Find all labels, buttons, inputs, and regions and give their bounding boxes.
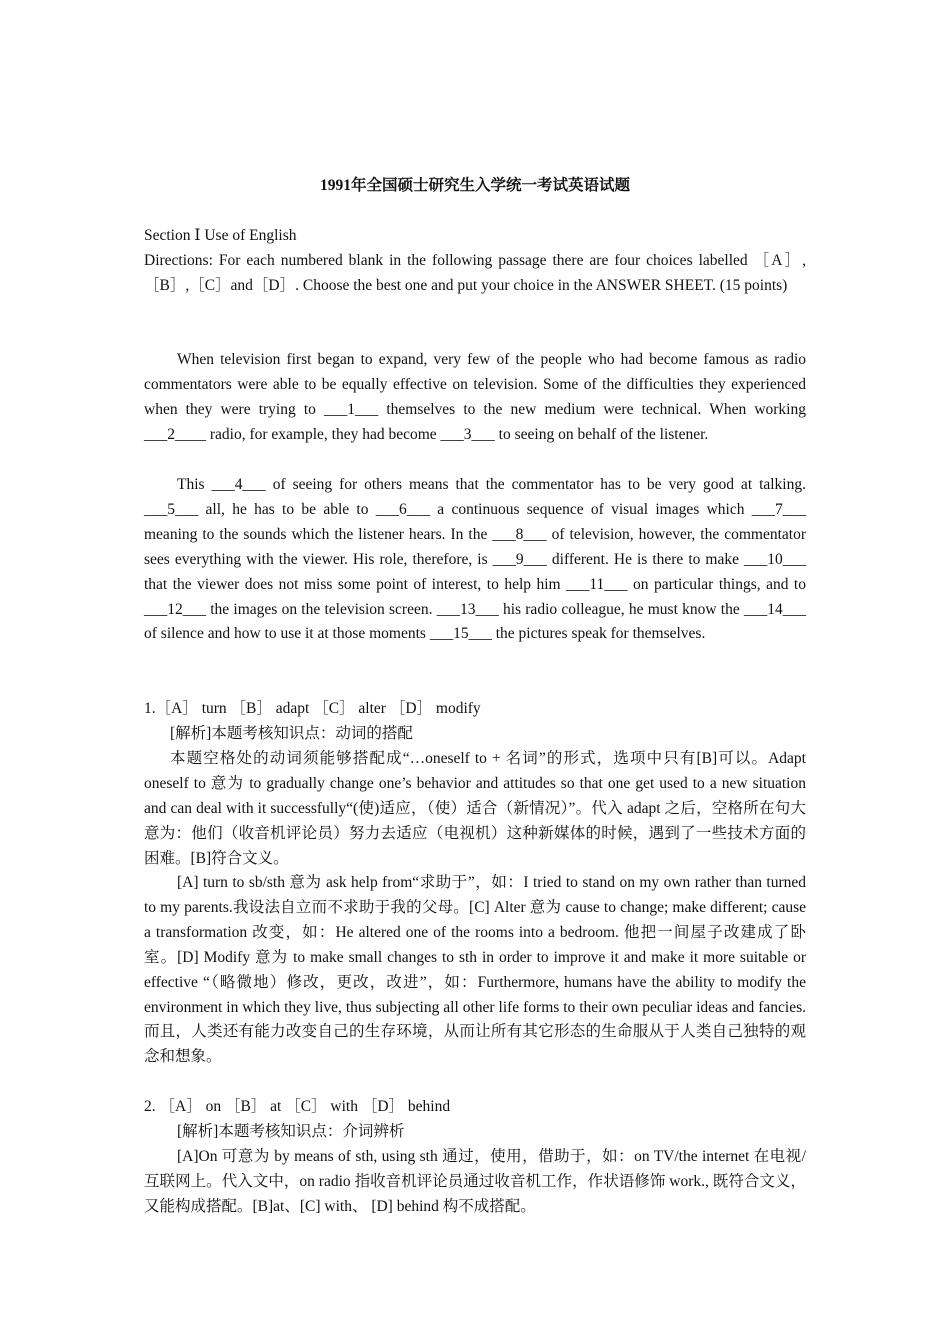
- passage-paragraph-1: When television first began to expand, very few of the people who had become famous as radio commentators were able to be equally effective on television. Some of the difficulties they experienced when they were trying to ___1___ themselves to the new medium were technical. When working ___2____ radio, for example, they had become ___3___ to seeing on behalf of the listener.: [144, 351, 806, 443]
- document-title: 1991年全国硕士研究生入学统一考试英语试题: [319, 177, 630, 194]
- question-1-analysis-label: [解析]本题考核知识点：动词的搭配: [170, 725, 413, 742]
- directions: Directions: For each numbered blank in the following passage there are four choices labelled ［A］,［B］,［C］and［D］. Choose the best one and put your choice in the ANSWER SHEET. (15 points): [144, 252, 806, 294]
- question-2-explanation-1: [A]On 可意为 by means of sth, using sth 通过，使用，借助于，如：on TV/the internet 在电视/互联网上。代入文中，on radio 指收音机评论员通过收音机工作，作状语修饰 work., 既符合文义，又能构成搭配。[B]at、[C] with、 [D] behind 构不成搭配。: [144, 1148, 806, 1215]
- section-heading: Section Ⅰ Use of English: [144, 227, 297, 244]
- question-2-analysis-label: [解析]本题考核知识点：介词辨析: [177, 1123, 405, 1140]
- question-1-choices: 1.［A］ turn ［B］ adapt ［C］ alter ［D］ modify: [144, 700, 481, 717]
- question-2-choices: 2. ［A］ on ［B］ at ［C］ with ［D］ behind: [144, 1098, 451, 1115]
- question-1-explanation-2: [A] turn to sb/sth 意为 ask help from“求助于”，如：I tried to stand on my own rather than turned to my parents.我设法自立而不求助于我的父母。[C] Alter 意为 cause to change; make different; cause a transformation 改变，如：He altered one of the rooms into a bedroom. 他把一间屋子改建成了卧室。[D] Modify 意为 to make small changes to sth in order to improve it and make it more suitable or effective “（略微地）修改，更改，改进”，如：Furthermore, humans have the ability to modify the environment in which they live, thus subjecting all other life forms to their own peculiar ideas and fancies. 而且，人类还有能力改变自己的生存环境，从而让所有其它形态的生命服从于人类自己独特的观念和想象。: [144, 874, 806, 1066]
- passage-paragraph-2: This ___4___ of seeing for others means that the commentator has to be very good at talking. ___5___ all, he has to be able to ___6___ a continuous sequence of visual images which ___7___ meaning to the sounds which the listener hears. In the ___8___ of television, however, the commentator sees everything with the viewer. His role, therefore, is ___9___ different. He is there to make ___10___ that the viewer does not miss some point of interest, to help him ___11___ on particular things, and to ___12___ the images on the television screen. ___13___ his radio colleague, he must know the ___14___ of silence and how to use it at those moments ___15___ the pictures speak for themselves.: [144, 476, 806, 643]
- question-1-explanation-1: 本题空格处的动词须能够搭配成“…oneself to + 名词”的形式，选项中只有[B]可以。Adapt oneself to 意为 to gradually change one’s behavior and attitudes so that one get used to a new situation and can deal with it successfully“(使)适应，（使）适合（新情况）”。代入 adapt 之后，空格所在句大意为：他们（收音机评论员）努力去适应（电视机）这种新媒体的时候，遇到了一些技术方面的困难。[B]符合文义。: [144, 750, 806, 867]
